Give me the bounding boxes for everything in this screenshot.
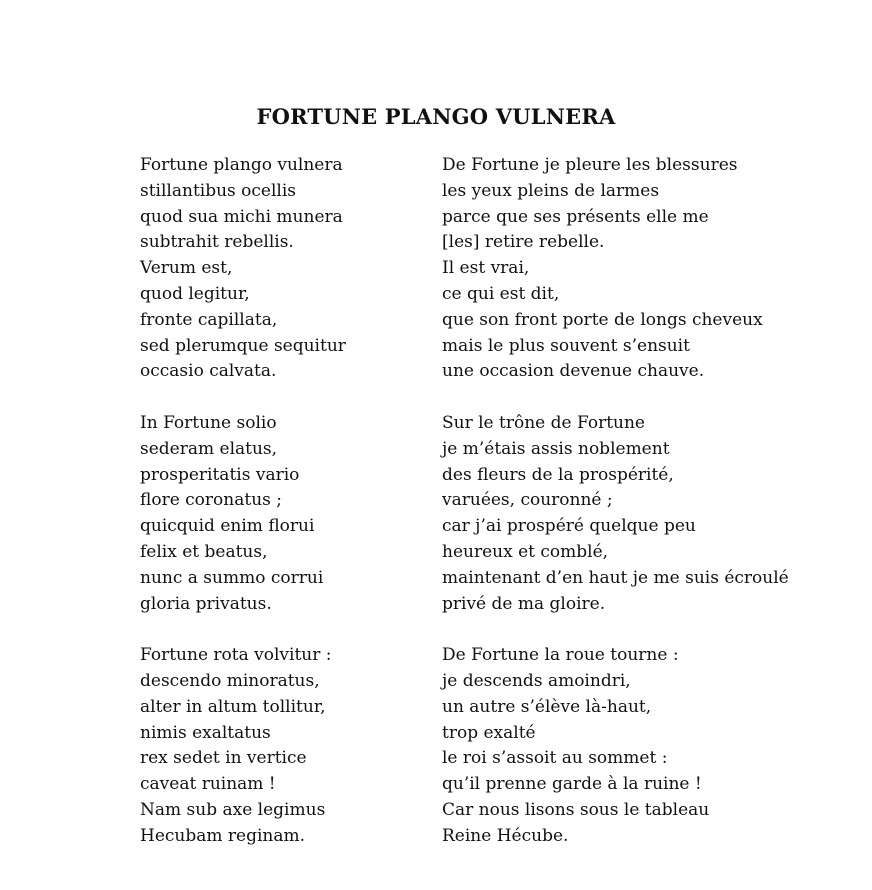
french-stanza-2 — [442, 411, 789, 617]
french-line: ce qui est dit, — [442, 283, 560, 304]
french-line: qu’il prenne garde à la ruine ! — [442, 774, 702, 795]
french-line: varuées, couronné ; — [442, 490, 613, 511]
french-line: parce que ses présents elle me — [442, 206, 709, 227]
latin-line: descendo minoratus, — [140, 670, 320, 691]
latin-line: In Fortune solio — [140, 412, 277, 433]
latin-line: occasio calvata. — [140, 361, 277, 382]
french-column — [442, 153, 789, 850]
latin-line: flore coronatus ; — [140, 490, 283, 511]
latin-line: stillantibus ocellis — [140, 180, 297, 201]
french-line: le roi s’assoit au sommet : — [442, 748, 668, 769]
french-line: une occasion devenue chauve. — [442, 361, 705, 382]
latin-line: quod legitur, — [140, 283, 250, 304]
latin-line: quicquid enim florui — [140, 516, 315, 537]
latin-line: nunc a summo corrui — [140, 567, 324, 588]
poem-title: FORTUNE PLANGO VULNERA — [256, 104, 616, 129]
french-stanza-3 — [442, 643, 789, 849]
french-line: trop exalté — [442, 722, 536, 743]
latin-line: fronte capillata, — [140, 309, 278, 330]
latin-stanza-1 — [140, 153, 346, 385]
french-line: que son front porte de longs cheveux — [442, 309, 763, 330]
latin-line: caveat ruinam ! — [140, 774, 276, 795]
latin-line: gloria privatus. — [140, 593, 272, 614]
latin-line: sederam elatus, — [140, 438, 278, 459]
latin-stanza-2 — [140, 411, 346, 617]
french-line: De Fortune je pleure les blessures — [442, 155, 738, 175]
latin-line: Verum est, — [140, 258, 233, 279]
french-line: car j’ai prospéré quelque peu — [442, 516, 696, 537]
latin-line: rex sedet in vertice — [140, 748, 307, 769]
latin-line: nimis exaltatus — [140, 722, 271, 743]
french-stanza-1 — [442, 153, 789, 385]
french-line: Sur le trône de Fortune — [442, 412, 645, 433]
latin-line: felix et beatus, — [140, 541, 268, 562]
french-line: Car nous lisons sous le tableau — [442, 799, 710, 820]
french-line: mais le plus souvent s’ensuit — [442, 335, 690, 356]
latin-line: quod sua michi munera — [140, 206, 343, 227]
french-line: Il est vrai, — [442, 258, 530, 279]
latin-line: subtrahit rebellis. — [140, 232, 294, 253]
french-line: Reine Hécube. — [442, 825, 569, 846]
french-line: privé de ma gloire. — [442, 593, 606, 614]
french-line: [les] retire rebelle. — [442, 232, 605, 253]
latin-line: Fortune plango vulnera — [140, 155, 343, 175]
french-line: un autre s’élève là-haut, — [442, 696, 652, 717]
latin-line: Fortune rota volvitur : — [140, 645, 332, 666]
french-line: des fleurs de la prospérité, — [442, 464, 674, 485]
latin-stanza-3 — [140, 643, 346, 849]
latin-line: Hecubam reginam. — [140, 825, 306, 846]
latin-line: prosperitatis vario — [140, 464, 300, 485]
french-line: je m’étais assis noblement — [442, 438, 670, 459]
latin-column — [140, 153, 346, 850]
latin-line: sed plerumque sequitur — [140, 335, 346, 356]
latin-line: alter in altum tollitur, — [140, 696, 326, 717]
french-line: maintenant d’en haut je me suis écroulé — [442, 567, 789, 588]
french-line: je descends amoindri, — [442, 670, 631, 691]
french-line: De Fortune la roue tourne : — [442, 645, 679, 666]
latin-line: Nam sub axe legimus — [140, 799, 326, 820]
french-line: heureux et comblé, — [442, 541, 609, 562]
french-line: les yeux pleins de larmes — [442, 180, 660, 201]
